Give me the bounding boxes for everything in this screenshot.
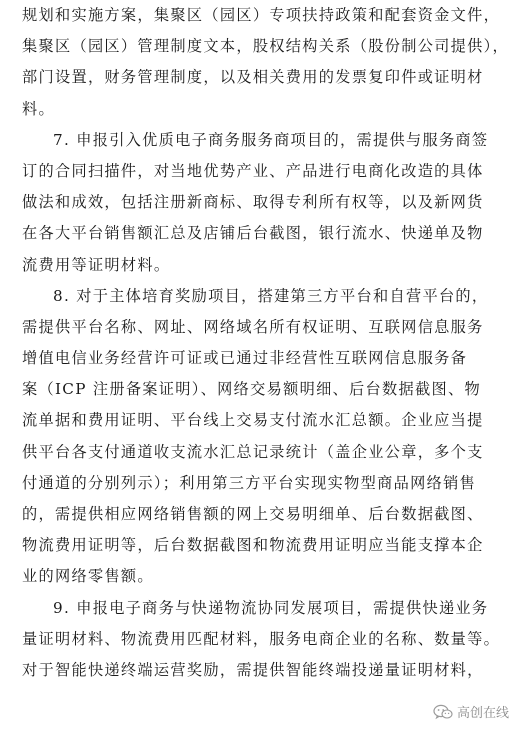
text-line: 流费用等证明材料。 xyxy=(22,255,171,274)
text-line: 需提供平台名称、网址、网络域名所有权证明、互联网信息服务 xyxy=(22,317,484,336)
text-line: 物流费用证明等，后台数据截图和物流费用证明应当能支撑本企 xyxy=(22,536,484,555)
text-line: 量证明材料、物流费用匹配材料，服务电商企业的名称、数量等。 xyxy=(22,629,501,648)
text-line: 料。 xyxy=(22,99,55,118)
text-line: 做法和成效，包括注册新商标、取得专利所有权等，以及新网货 xyxy=(22,193,484,212)
paragraph-9-start: 9. 申报电子商务与快递物流协同发展项目，需提供快递业务 xyxy=(53,598,489,617)
text-line: 案（ICP 注册备案证明）、网络交易额明细、后台数据截图、物 xyxy=(22,380,481,399)
text-line: 集聚区（园区）管理制度文本，股权结构关系（股份制公司提供）， xyxy=(22,37,510,56)
text-line: 流单据和费用证明、平台线上交易支付流水汇总额。企业应当提 xyxy=(22,411,484,430)
text-line: 对于智能快递终端运营奖励，需提供智能终端投递量证明材料， xyxy=(22,660,484,679)
watermark-text: 高创在线 xyxy=(456,706,509,721)
text-line: 业的网络零售额。 xyxy=(22,567,154,586)
text-line: 的，需提供相应网络销售额的网上交易明细单、后台数据截图、 xyxy=(22,505,484,523)
text-line: 供平台各支付通道收支流水汇总记录统计（盖企业公章，多个支 xyxy=(22,442,484,461)
wechat-icon xyxy=(433,704,453,720)
text-line: 规划和实施方案，集聚区（园区）专项扶持政策和配套资金文件， xyxy=(22,6,501,24)
watermark xyxy=(433,702,509,721)
text-line: 订的合同扫描件，对当地优势产业、产品进行电商化改造的具体 xyxy=(22,161,484,180)
document-body xyxy=(22,0,510,686)
text-line: 在各大平台销售额汇总及店铺后台截图，银行流水、快递单及物 xyxy=(22,224,484,243)
text-line: 增值电信业务经营许可证或已通过非经营性互联网信息服务备 xyxy=(22,349,468,368)
text-line: 付通道的分别列示）；利用第三方平台实现实物型商品网络销售 xyxy=(22,473,477,492)
paragraph-8-start: 8. 对于主体培育奖励项目，搭建第三方平台和自营平台的， xyxy=(53,286,489,305)
paragraph-7-start: 7. 申报引入优质电子商务服务商项目的，需提供与服务商签 xyxy=(53,130,489,149)
text-line: 部门设置，财务管理制度，以及相关费用的发票复印件或证明材 xyxy=(22,68,484,87)
